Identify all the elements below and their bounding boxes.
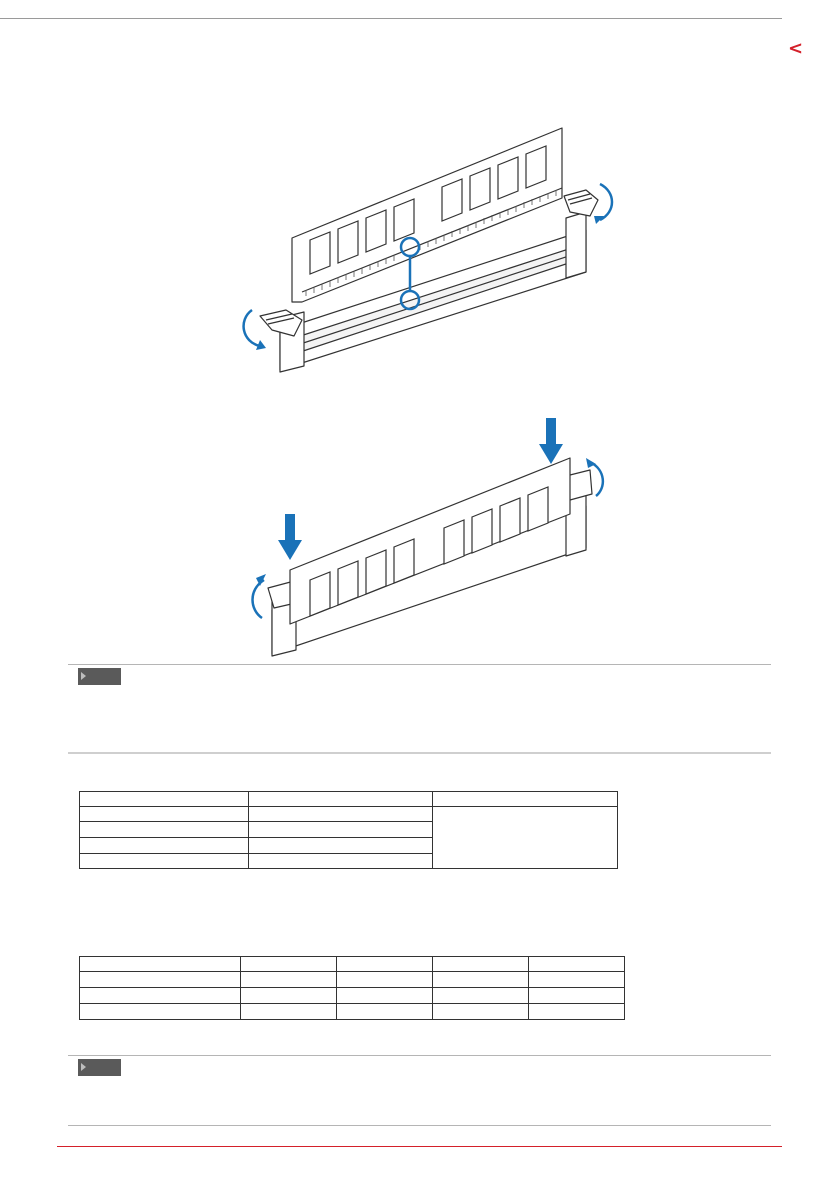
table-cell — [433, 792, 618, 807]
table-cell — [433, 972, 529, 988]
note-bottom-rule — [68, 1125, 771, 1126]
note-label-tab — [78, 668, 121, 685]
table-cell — [337, 957, 433, 972]
table-cell — [249, 822, 433, 838]
header-rule — [0, 18, 782, 19]
table-cell — [529, 957, 625, 972]
table-cell — [249, 807, 433, 822]
back-arrow-icon[interactable]: < — [788, 38, 804, 59]
table-cell — [80, 1004, 241, 1020]
table-cell — [529, 988, 625, 1004]
population-table — [79, 956, 625, 1020]
note-play-icon — [81, 672, 86, 680]
table-cell — [80, 854, 249, 869]
memory-module-insertion-illustration — [240, 410, 620, 660]
table-cell — [529, 972, 625, 988]
table-cell — [249, 854, 433, 869]
note-play-icon — [81, 1063, 86, 1071]
table-cell — [80, 792, 249, 807]
table-cell — [433, 1004, 529, 1020]
note-top-rule — [68, 1055, 771, 1056]
table-cell — [80, 972, 241, 988]
memory-module-alignment-illustration — [220, 120, 620, 375]
note-top-rule — [68, 664, 771, 665]
table-cell — [241, 972, 337, 988]
table-cell — [337, 1004, 433, 1020]
table-cell — [249, 792, 433, 807]
table-cell — [433, 957, 529, 972]
table-cell — [80, 957, 241, 972]
table-cell — [241, 957, 337, 972]
table-cell — [80, 807, 249, 822]
table-cell — [529, 1004, 625, 1020]
footer-rule — [57, 1146, 782, 1147]
note-label-tab — [78, 1059, 121, 1076]
table-cell — [249, 838, 433, 854]
table-cell — [337, 972, 433, 988]
table-cell — [80, 838, 249, 854]
table-cell — [241, 988, 337, 1004]
table-cell — [80, 988, 241, 1004]
table-cell — [80, 822, 249, 838]
table-merged-cell — [433, 807, 618, 869]
table-cell — [433, 988, 529, 1004]
table-cell — [241, 1004, 337, 1020]
memory-config-table — [79, 791, 618, 869]
note-bottom-rule — [68, 752, 771, 754]
table-cell — [337, 988, 433, 1004]
